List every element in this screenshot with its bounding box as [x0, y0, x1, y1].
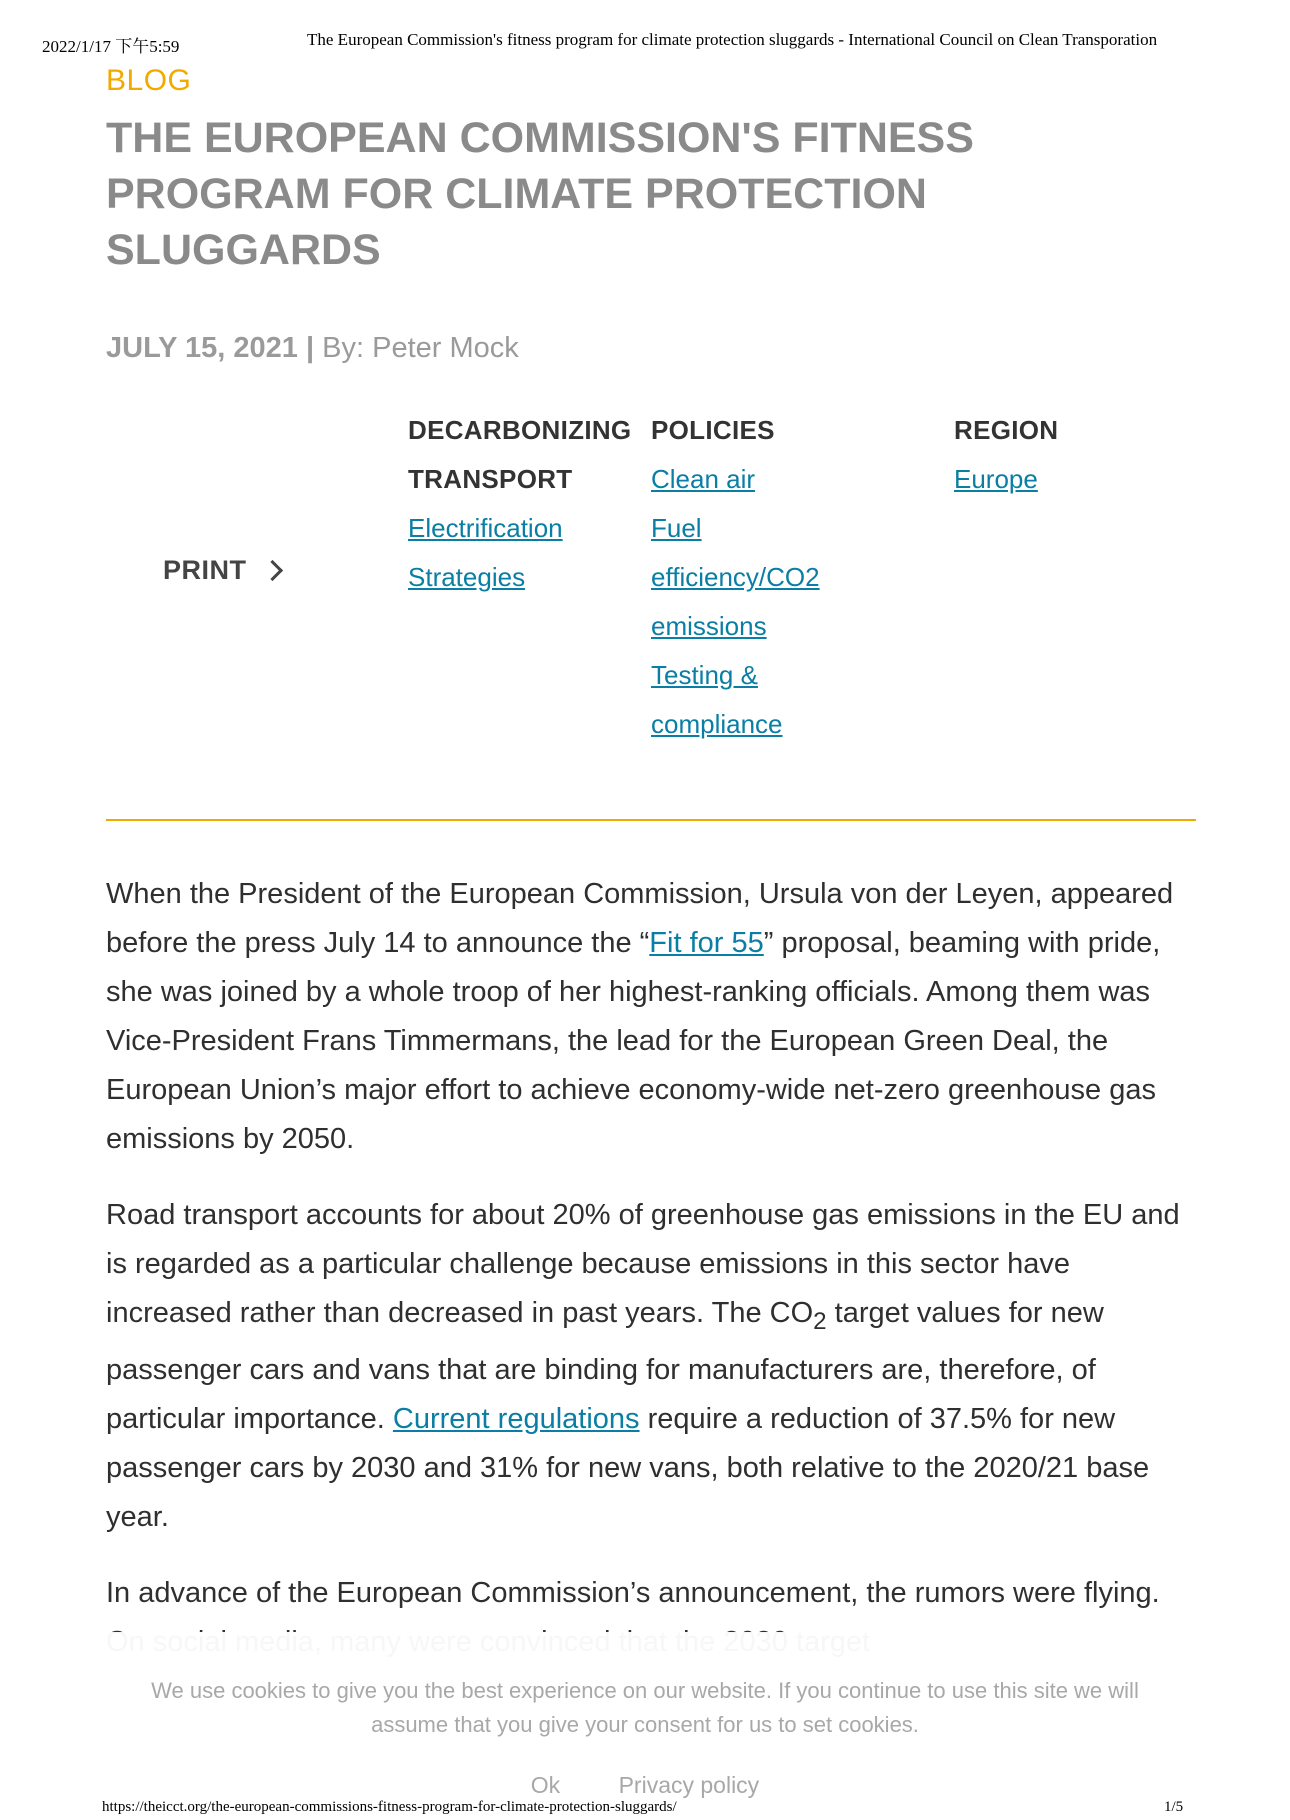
author-prefix: By:	[322, 332, 365, 364]
tag-link-fuel-efficiency[interactable]: Fuel efficiency/CO2 emissions	[651, 513, 820, 641]
print-button[interactable]	[163, 555, 280, 586]
print-label: PRINT	[163, 555, 247, 585]
chevron-right-icon	[261, 560, 282, 581]
taxonomy-heading-decarbonizing: DECARBONIZING	[408, 415, 632, 445]
cookie-banner	[0, 1632, 1290, 1797]
taxonomy-decarbonizing	[408, 406, 648, 602]
subscript: 2	[813, 1307, 827, 1335]
paragraph-text: ” proposal, beaming with pride, she was joined by a whole troop of her highest-ranking officials. Among them was Vice-President Frans Timmermans, the lead for the European Green Deal, the European Union’s major effort to achieve economy-wide net-zero greenhouse gas emissions by 2050.	[106, 927, 1161, 1155]
paragraph-text: target values for new passenger cars and vans that are binding for manufacturers are, therefore, of particular importance.	[106, 1297, 1104, 1435]
section-divider	[106, 819, 1196, 821]
paragraph-text: When the President of the European Commission, Ursula von der Leyen, appeared before the press July 14 to announce the “	[106, 878, 1174, 959]
taxonomy-region	[954, 406, 1154, 504]
print-footer	[0, 1797, 1290, 1820]
category-label: BLOG	[106, 64, 192, 97]
cookie-buttons	[0, 1772, 1290, 1799]
print-url: https://theicct.org/the-european-commissions-fitness-program-for-climate-protection-sluggards/	[102, 1799, 677, 1815]
current-regulations-link[interactable]: Current regulations	[392, 1402, 640, 1435]
article-meta	[106, 332, 519, 365]
paragraph-text: Road transport accounts for about 20% of greenhouse gas emissions in the EU and is regarded as a particular challenge because emissions in this sector have increased rather than decreased in past years. The CO	[106, 1199, 1180, 1329]
tag-link-testing-compliance[interactable]: Testing & compliance	[651, 660, 783, 739]
privacy-policy-link[interactable]: Privacy policy	[618, 1772, 760, 1798]
paragraph-2	[106, 1191, 1201, 1542]
tag-link-strategies[interactable]: Strategies	[408, 562, 526, 592]
article-body	[106, 870, 1201, 1632]
tag-link-clean-air[interactable]: Clean air	[651, 464, 756, 494]
publish-date: JULY 15, 2021	[106, 332, 298, 364]
print-page-title: The European Commission's fitness program for climate protection sluggards - International Council on Clean Transporation	[307, 30, 1158, 49]
print-datetime: 2022/1/17 下午5:59	[42, 37, 180, 56]
paragraph-text: require a reduction of 37.5% for new passenger cars by 2030 and 31% for new vans, both relative to the 2020/21 base year.	[106, 1402, 1150, 1533]
page-number: 1/5	[1164, 1799, 1184, 1815]
taxonomy-heading-policies: POLICIES	[651, 415, 775, 445]
print-header	[0, 28, 1290, 56]
fit-for-55-link[interactable]: Fit for 55	[649, 927, 764, 959]
paragraph-3: In advance of the European Commission’s announcement, the rumors were flying.	[106, 1576, 1160, 1609]
taxonomy-policies	[651, 406, 871, 749]
tag-link-electrification[interactable]: Electrification	[408, 513, 563, 543]
cookie-message: We use cookies to give you the best experience on our website. If you continue to use this site we will assume that you give your consent for us to set cookies.	[151, 1678, 1139, 1737]
article-title: THE EUROPEAN COMMISSION'S FITNESS PROGRAM FOR CLIMATE PROTECTION SLUGGARDS	[106, 114, 974, 274]
author-name: Peter Mock	[372, 332, 519, 364]
taxonomy-heading-region: REGION	[954, 415, 1059, 445]
cookie-ok-button[interactable]: Ok	[530, 1772, 561, 1798]
tag-link-europe[interactable]: Europe	[954, 464, 1038, 494]
paragraph-1	[106, 870, 1201, 1164]
taxonomy-heading-transport: TRANSPORT	[408, 464, 573, 494]
meta-separator: |	[305, 332, 315, 364]
